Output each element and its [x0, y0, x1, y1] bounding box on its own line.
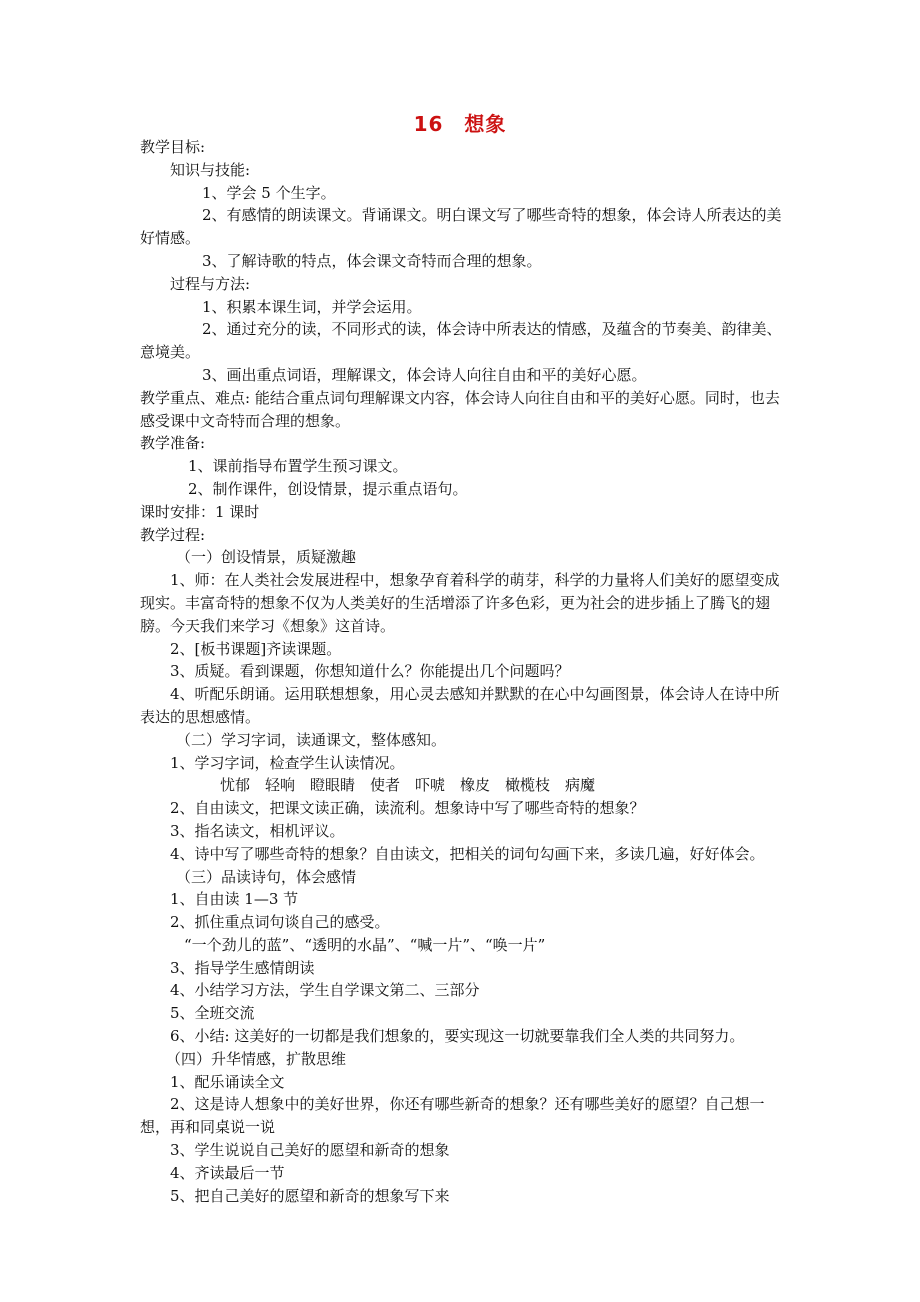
section-heading-process: 教学过程:: [140, 525, 206, 544]
objective-item: 1、积累本课生词，并学会运用。: [202, 297, 422, 316]
objective-item: 3、了解诗歌的特点，体会课文奇特而合理的想象。: [202, 251, 542, 270]
process-step: 4、齐读最后一节: [170, 1163, 285, 1182]
vocabulary-list: 忧郁 轻响 瞪眼睛 使者 吓唬 橡皮 橄榄枝 病魔: [220, 776, 596, 795]
process-part-heading: （三）品读诗句，体会感情: [176, 867, 357, 886]
preparation-item: 1、课前指导布置学生预习课文。: [188, 457, 408, 476]
process-step: 3、学生说说自己美好的愿望和新奇的想象: [170, 1141, 450, 1160]
process-step: 5、把自己美好的愿望和新奇的想象写下来: [170, 1186, 450, 1205]
lesson-plan-body: [140, 136, 782, 1207]
objective-item: 1、学会 5 个生字。: [202, 183, 336, 202]
process-part-heading: （一）创设情景，质疑激趣: [176, 548, 357, 567]
objective-item: 3、画出重点词语，理解课文，体会诗人向往自由和平的美好心愿。: [202, 365, 647, 384]
process-step: 2、抓住重点词句谈自己的感受。: [170, 913, 390, 932]
process-part-heading: （二）学习字词，读通课文，整体感知。: [176, 730, 447, 749]
lesson-title: 16 想象: [413, 112, 507, 136]
preparation-item: 2、制作课件，创设情景，提示重点语句。: [188, 479, 468, 498]
process-step: 2、[板书课题]齐读课题。: [170, 639, 342, 658]
section-key-points: 教学重点、难点: 能结合重点词句理解课文内容，体会诗人向往自由和平的美好心愿。同时，也去感受课中文奇特而合理的想象。: [140, 388, 780, 430]
process-step: 3、指名读文，相机评议。: [170, 821, 345, 840]
process-step: 4、诗中写了哪些奇特的想象？自由读文，把相关的词句勾画下来，多读几遍，好好体会。: [170, 844, 765, 863]
process-step: 2、这是诗人想象中的美好世界，你还有哪些新奇的想象？还有哪些美好的愿望？自己想一想，再和同桌说一说: [140, 1095, 765, 1137]
process-step: 4、听配乐朗诵。运用联想想象，用心灵去感知并默默的在心中勾画图景，体会诗人在诗中所表达的思想感情。: [140, 685, 780, 726]
process-step: 1、配乐诵读全文: [170, 1072, 285, 1091]
process-step: 3、指导学生感情朗读: [170, 958, 315, 977]
section-schedule: 课时安排：1 课时: [140, 502, 260, 521]
objective-item: 2、通过充分的读，不同形式的读，体会诗中所表达的情感，及蕴含的节奏美、韵律美、意境美。: [140, 320, 782, 362]
objective-item: 2、有感情的朗读课文。背诵课文。明白课文写了哪些奇特的想象，体会诗人所表达的美好情感。: [140, 206, 782, 248]
subheading-knowledge-skills: 知识与技能:: [170, 160, 251, 179]
process-step: 3、质疑。看到课题，你想知道什么？你能提出几个问题吗？: [170, 662, 570, 681]
process-step: 5、全班交流: [170, 1004, 255, 1023]
process-step: 4、小结学习方法，学生自学课文第二、三部分: [170, 981, 480, 1000]
process-step: 2、自由读文，把课文读正确，读流利。想象诗中写了哪些奇特的想象？: [170, 799, 645, 818]
process-step: 1、自由读 1—3 节: [170, 890, 299, 909]
process-step: 6、小结: 这美好的一切都是我们想象的，要实现这一切就要靠我们全人类的共同努力。: [170, 1027, 745, 1046]
section-heading-preparation: 教学准备:: [140, 434, 206, 453]
subheading-process-method: 过程与方法:: [170, 274, 251, 293]
process-step: 1、学习字词，检查学生认读情况。: [170, 753, 405, 772]
key-phrases: “一个劲儿的蓝”、“透明的水晶”、“喊一片”、“唤一片”: [184, 935, 546, 954]
process-step: 1、师：在人类社会发展进程中，想象孕育着科学的萌芽，科学的力量将人们美好的愿望变成现实。丰富奇特的想象不仅为人类美好的生活增添了许多色彩，更为社会的进步插上了腾飞的翅膀。今天我们来学习《想象》这首诗。: [140, 571, 780, 635]
process-part-heading: （四）升华情感，扩散思维: [166, 1049, 347, 1068]
section-heading-objectives: 教学目标:: [140, 138, 206, 156]
